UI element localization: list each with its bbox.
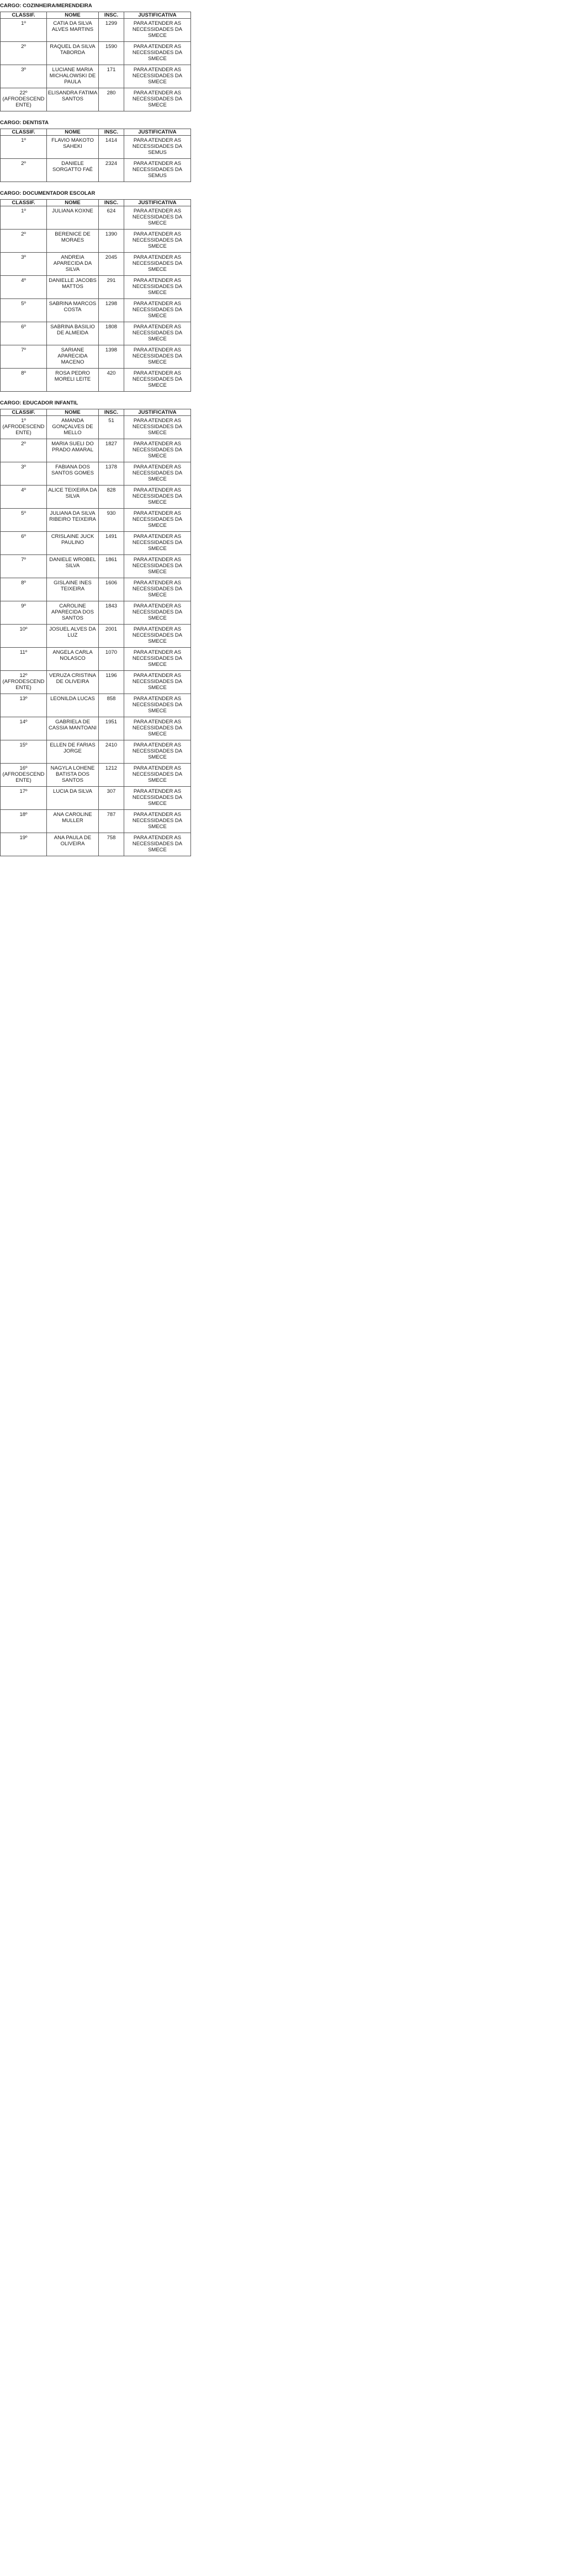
classification-table [0, 409, 191, 856]
name-cell: JOSUEL ALVES DA LUZ [47, 625, 99, 648]
justificativa-cell: PARA ATENDER AS NECESSIDADES DA SMECE [124, 810, 191, 833]
classif-cell: 19º [1, 833, 47, 856]
name-cell: GISLAINE INES TEIXEIRA [47, 578, 99, 601]
classif-cell: 22º (AFRODESCEND ENTE) [1, 88, 47, 111]
column-header: INSC. [99, 200, 124, 206]
insc-cell: 2324 [99, 159, 124, 182]
insc-cell: 624 [99, 206, 124, 230]
classif-cell: 2º [1, 159, 47, 182]
table-row [1, 19, 191, 42]
classif-cell: 12º (AFRODESCEND ENTE) [1, 671, 47, 694]
table-row [1, 276, 191, 299]
classif-cell: 8º [1, 578, 47, 601]
table-row [1, 230, 191, 253]
cargo-heading: CARGO: COZINHEIRA/MERENDEIRA [0, 3, 92, 9]
insc-cell: 51 [99, 416, 124, 439]
justificativa-cell: PARA ATENDER AS NECESSIDADES DA SEMUS [124, 159, 191, 182]
name-cell: MARIA SUELI DO PRADO AMARAL [47, 439, 99, 462]
table-row [1, 299, 191, 322]
justificativa-cell: PARA ATENDER AS NECESSIDADES DA SMECE [124, 276, 191, 299]
justificativa-cell: PARA ATENDER AS NECESSIDADES DA SMECE [124, 206, 191, 230]
justificativa-cell: PARA ATENDER AS NECESSIDADES DA SMECE [124, 787, 191, 810]
name-cell: ANGELA CARLA NOLASCO [47, 648, 99, 671]
classif-cell: 2º [1, 439, 47, 462]
column-header: JUSTIFICATIVA [124, 200, 191, 206]
justificativa-cell: PARA ATENDER AS NECESSIDADES DA SMECE [124, 416, 191, 439]
insc-cell: 1951 [99, 717, 124, 740]
name-cell: LEONILDA LUCAS [47, 694, 99, 717]
name-cell: GABRIELA DE CASSIA MANTOANI [47, 717, 99, 740]
classif-cell: 6º [1, 532, 47, 555]
classif-cell: 4º [1, 486, 47, 509]
table-row [1, 369, 191, 392]
name-cell: JULIANA DA SILVA RIBEIRO TEIXEIRA [47, 509, 99, 532]
justificativa-cell: PARA ATENDER AS NECESSIDADES DA SMECE [124, 19, 191, 42]
name-cell: DANIELE WROBEL SILVA [47, 555, 99, 578]
table-row [1, 810, 191, 833]
name-cell: ANDREIA APARECIDA DA SILVA [47, 253, 99, 276]
name-cell: LUCIANE MARIA MICHALOWSKI DE PAULA [47, 65, 99, 88]
insc-cell: 1398 [99, 345, 124, 369]
table-row [1, 159, 191, 182]
name-cell: ELLEN DE FARIAS JORGE [47, 740, 99, 764]
justificativa-cell: PARA ATENDER AS NECESSIDADES DA SMECE [124, 230, 191, 253]
insc-cell: 1843 [99, 601, 124, 625]
column-header: CLASSIF. [1, 129, 47, 136]
classif-cell: 7º [1, 345, 47, 369]
classif-cell: 9º [1, 601, 47, 625]
column-header: NOME [47, 200, 99, 206]
column-header: JUSTIFICATIVA [124, 409, 191, 416]
insc-cell: 787 [99, 810, 124, 833]
table-row [1, 532, 191, 555]
column-header: JUSTIFICATIVA [124, 12, 191, 19]
justificativa-cell: PARA ATENDER AS NECESSIDADES DA SMECE [124, 322, 191, 345]
justificativa-cell: PARA ATENDER AS NECESSIDADES DA SMECE [124, 509, 191, 532]
table-row [1, 416, 191, 439]
classif-cell: 11º [1, 648, 47, 671]
classif-cell: 3º [1, 65, 47, 88]
cargo-heading: CARGO: DOCUMENTADOR ESCOLAR [0, 190, 96, 196]
table-row [1, 764, 191, 787]
column-header: INSC. [99, 12, 124, 19]
justificativa-cell: PARA ATENDER AS NECESSIDADES DA SMECE [124, 345, 191, 369]
table-row [1, 322, 191, 345]
name-cell: SABRINA MARCOS COSTA [47, 299, 99, 322]
classification-table [0, 199, 191, 392]
insc-cell: 1491 [99, 532, 124, 555]
classif-cell: 5º [1, 299, 47, 322]
cargo-heading: CARGO: DENTISTA [0, 120, 49, 126]
name-cell: NAGYLA LOHENE BATISTA DOS SANTOS [47, 764, 99, 787]
insc-cell: 171 [99, 65, 124, 88]
column-header: CLASSIF. [1, 409, 47, 416]
justificativa-cell: PARA ATENDER AS NECESSIDADES DA SMECE [124, 694, 191, 717]
column-header: CLASSIF. [1, 12, 47, 19]
table-row [1, 253, 191, 276]
classif-cell: 2º [1, 230, 47, 253]
insc-cell: 1299 [99, 19, 124, 42]
insc-cell: 291 [99, 276, 124, 299]
insc-cell: 2045 [99, 253, 124, 276]
column-header: INSC. [99, 129, 124, 136]
column-header: NOME [47, 409, 99, 416]
name-cell: AMANDA GONÇALVES DE MELLO [47, 416, 99, 439]
justificativa-cell: PARA ATENDER AS NECESSIDADES DA SMECE [124, 833, 191, 856]
table-header-row [1, 12, 191, 19]
table-row [1, 717, 191, 740]
insc-cell: 758 [99, 833, 124, 856]
classif-cell: 4º [1, 276, 47, 299]
name-cell: CATIA DA SILVA ALVES MARTINS [47, 19, 99, 42]
column-header: NOME [47, 12, 99, 19]
document-page [0, 0, 194, 862]
justificativa-cell: PARA ATENDER AS NECESSIDADES DA SMECE [124, 299, 191, 322]
name-cell: ROSA PEDRO MORELI LEITE [47, 369, 99, 392]
insc-cell: 1212 [99, 764, 124, 787]
insc-cell: 1414 [99, 136, 124, 159]
justificativa-cell: PARA ATENDER AS NECESSIDADES DA SEMUS [124, 136, 191, 159]
column-header: INSC. [99, 409, 124, 416]
column-header: CLASSIF. [1, 200, 47, 206]
justificativa-cell: PARA ATENDER AS NECESSIDADES DA SMECE [124, 532, 191, 555]
table-row [1, 439, 191, 462]
name-cell: ELISANDRA FATIMA SANTOS [47, 88, 99, 111]
classif-cell: 6º [1, 322, 47, 345]
justificativa-cell: PARA ATENDER AS NECESSIDADES DA SMECE [124, 462, 191, 486]
insc-cell: 930 [99, 509, 124, 532]
classif-cell: 3º [1, 462, 47, 486]
justificativa-cell: PARA ATENDER AS NECESSIDADES DA SMECE [124, 764, 191, 787]
table-row [1, 88, 191, 111]
table-row [1, 509, 191, 532]
table-row [1, 486, 191, 509]
table-row [1, 648, 191, 671]
classif-cell: 8º [1, 369, 47, 392]
justificativa-cell: PARA ATENDER AS NECESSIDADES DA SMECE [124, 439, 191, 462]
name-cell: CRISLAINE JUCK PAULINO [47, 532, 99, 555]
justificativa-cell: PARA ATENDER AS NECESSIDADES DA SMECE [124, 253, 191, 276]
justificativa-cell: PARA ATENDER AS NECESSIDADES DA SMECE [124, 740, 191, 764]
table-row [1, 578, 191, 601]
insc-cell: 307 [99, 787, 124, 810]
insc-cell: 828 [99, 486, 124, 509]
table-row [1, 787, 191, 810]
classif-cell: 1º [1, 19, 47, 42]
justificativa-cell: PARA ATENDER AS NECESSIDADES DA SMECE [124, 601, 191, 625]
classif-cell: 7º [1, 555, 47, 578]
table-row [1, 601, 191, 625]
justificativa-cell: PARA ATENDER AS NECESSIDADES DA SMECE [124, 369, 191, 392]
table-row [1, 694, 191, 717]
justificativa-cell: PARA ATENDER AS NECESSIDADES DA SMECE [124, 555, 191, 578]
name-cell: SARIANE APARECIDA MACENO [47, 345, 99, 369]
name-cell: ALICE TEIXEIRA DA SILVA [47, 486, 99, 509]
name-cell: RAQUEL DA SILVA TABORDA [47, 42, 99, 65]
name-cell: ANA CAROLINE MULLER [47, 810, 99, 833]
classif-cell: 3º [1, 253, 47, 276]
table-row [1, 462, 191, 486]
insc-cell: 280 [99, 88, 124, 111]
justificativa-cell: PARA ATENDER AS NECESSIDADES DA SMECE [124, 486, 191, 509]
table-row [1, 671, 191, 694]
insc-cell: 2410 [99, 740, 124, 764]
insc-cell: 1827 [99, 439, 124, 462]
justificativa-cell: PARA ATENDER AS NECESSIDADES DA SMECE [124, 625, 191, 648]
justificativa-cell: PARA ATENDER AS NECESSIDADES DA SMECE [124, 648, 191, 671]
classif-cell: 1º [1, 206, 47, 230]
table-row [1, 833, 191, 856]
name-cell: CAROLINE APARECIDA DOS SANTOS [47, 601, 99, 625]
name-cell: BERENICE DE MORAES [47, 230, 99, 253]
classif-cell: 10º [1, 625, 47, 648]
column-header: NOME [47, 129, 99, 136]
classification-table [0, 129, 191, 182]
classif-cell: 15º [1, 740, 47, 764]
table-row [1, 65, 191, 88]
insc-cell: 1590 [99, 42, 124, 65]
classif-cell: 5º [1, 509, 47, 532]
name-cell: ANA PAULA DE OLIVEIRA [47, 833, 99, 856]
insc-cell: 858 [99, 694, 124, 717]
name-cell: SABRINA BASILIO DE ALMEIDA [47, 322, 99, 345]
classif-cell: 17º [1, 787, 47, 810]
insc-cell: 1070 [99, 648, 124, 671]
table-header-row [1, 129, 191, 136]
classif-cell: 1º (AFRODESCEND ENTE) [1, 416, 47, 439]
classif-cell: 14º [1, 717, 47, 740]
name-cell: DANIELE SORGATTO FAÉ [47, 159, 99, 182]
table-header-row [1, 409, 191, 416]
table-row [1, 625, 191, 648]
name-cell: LUCIA DA SILVA [47, 787, 99, 810]
insc-cell: 1861 [99, 555, 124, 578]
insc-cell: 1390 [99, 230, 124, 253]
name-cell: DANIELLE JACOBS MATTOS [47, 276, 99, 299]
table-row [1, 206, 191, 230]
justificativa-cell: PARA ATENDER AS NECESSIDADES DA SMECE [124, 578, 191, 601]
insc-cell: 420 [99, 369, 124, 392]
classification-table [0, 12, 191, 111]
classif-cell: 13º [1, 694, 47, 717]
name-cell: FLAVIO MAKOTO SAHEKI [47, 136, 99, 159]
insc-cell: 1378 [99, 462, 124, 486]
table-row [1, 136, 191, 159]
justificativa-cell: PARA ATENDER AS NECESSIDADES DA SMECE [124, 671, 191, 694]
justificativa-cell: PARA ATENDER AS NECESSIDADES DA SMECE [124, 717, 191, 740]
insc-cell: 1808 [99, 322, 124, 345]
table-row [1, 42, 191, 65]
justificativa-cell: PARA ATENDER AS NECESSIDADES DA SMECE [124, 42, 191, 65]
insc-cell: 1606 [99, 578, 124, 601]
classif-cell: 18º [1, 810, 47, 833]
cargo-heading: CARGO: EDUCADOR INFANTIL [0, 400, 78, 406]
justificativa-cell: PARA ATENDER AS NECESSIDADES DA SMECE [124, 65, 191, 88]
table-row [1, 740, 191, 764]
column-header: JUSTIFICATIVA [124, 129, 191, 136]
table-row [1, 555, 191, 578]
table-row [1, 345, 191, 369]
justificativa-cell: PARA ATENDER AS NECESSIDADES DA SMECE [124, 88, 191, 111]
classif-cell: 2º [1, 42, 47, 65]
name-cell: FABIANA DOS SANTOS GOMES [47, 462, 99, 486]
table-header-row [1, 200, 191, 206]
classif-cell: 1º [1, 136, 47, 159]
insc-cell: 1298 [99, 299, 124, 322]
insc-cell: 2001 [99, 625, 124, 648]
name-cell: VERUZA CRISTINA DE OLIVEIRA [47, 671, 99, 694]
classif-cell: 16º (AFRODESCEND ENTE) [1, 764, 47, 787]
name-cell: JULIANA KOXNE [47, 206, 99, 230]
insc-cell: 1196 [99, 671, 124, 694]
